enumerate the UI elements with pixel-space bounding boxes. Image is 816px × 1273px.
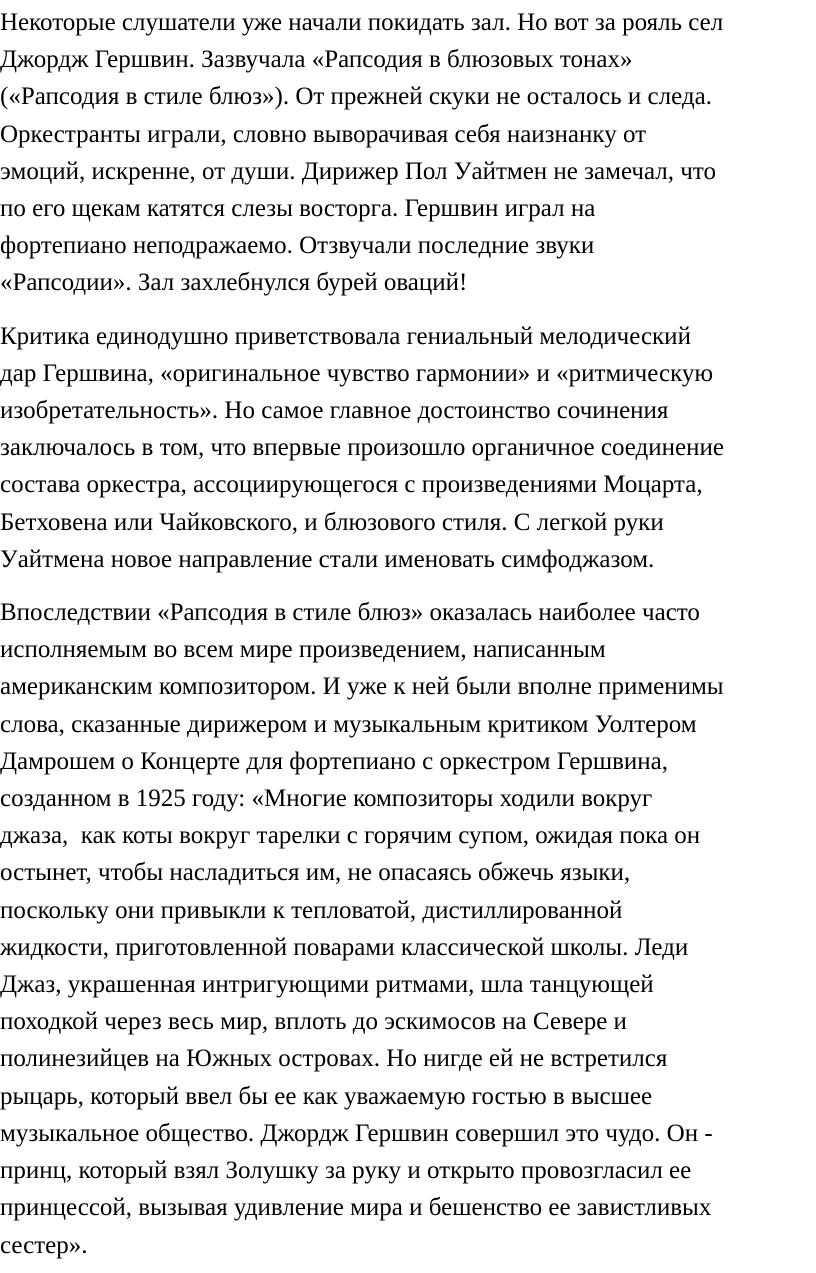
text-line: американским композитором. И уже к ней были вполне применимы (0, 673, 724, 701)
text-line: Бетховена или Чайковского, и блюзового стиля. С легкой руки (0, 508, 664, 536)
text-line: («Рапсодия в стиле блюз»). От прежней скуки не осталось и следа. (0, 83, 712, 111)
text-line: фортепиано неподражаемо. Отзвучали последние звуки (0, 232, 595, 260)
text-line: принцессой, вызывая удивление мира и бешенство ее завистливых (0, 1194, 712, 1222)
text-line: эмоций, искренне, от души. Дирижер Пол Уайтмен не замечал, что (0, 157, 716, 185)
text-line: остынет, чтобы насладиться им, не опасаясь обжечь языки, (0, 859, 631, 887)
text-line: изобретательность». Но самое главное достоинство сочинения (0, 397, 669, 425)
text-line: поскольку они привыкли к тепловатой, дистиллированной (0, 896, 623, 924)
text-line: Джаз, украшенная интригующими ритмами, шла танцующей (0, 971, 654, 999)
text-line: исполняемым во всем мире произведением, написанным (0, 636, 606, 664)
text-line: Впоследствии «Рапсодия в стиле блюз» оказалась наиболее часто (0, 599, 700, 627)
text-line: полинезийцев на Южных островах. Но нигде ей не встретился (0, 1045, 668, 1073)
text-line: Дамрошем о Концерте для фортепиано с оркестром Гершвина, (0, 747, 668, 775)
paragraph-3 (0, 594, 806, 1264)
text-line: дар Гершвина, «оригинальное чувство гармонии» и «ритмическую (0, 359, 714, 387)
text-line: Некоторые слушатели уже начали покидать зал. Но вот за рояль сел (0, 9, 724, 36)
text-line: Оркестранты играли, словно выворачивая себя наизнанку от (0, 120, 647, 148)
text-line: походкой через весь мир, вплоть до эскимосов на Севере и (0, 1008, 627, 1036)
text-line: принц, который взял Золушку за руку и открыто провозгласил ее (0, 1157, 692, 1185)
text-line: Уайтмена новое направление стали именовать симфоджазом. (0, 545, 655, 573)
text-line: Джордж Гершвин. Зазвучала «Рапсодия в блюзовых тонах» (0, 46, 633, 74)
text-line: Критика единодушно приветствовала гениальный мелодический (0, 322, 691, 350)
text-line: состава оркестра, ассоциирующегося с произведениями Моцарта, (0, 471, 703, 499)
text-line: сестер». (0, 1231, 88, 1259)
text-line: заключалось в том, что впервые произошло органичное соединение (0, 434, 724, 462)
text-line: рыцарь, который ввел бы ее как уважаемую гостью в высшее (0, 1082, 653, 1110)
text-line: «Рапсодии». Зал захлебнулся бурей оваций! (0, 269, 468, 297)
paragraph-2 (0, 318, 806, 578)
text-line: джаза, как коты вокруг тарелки с горячим супом, ожидая пока он (0, 822, 701, 850)
text-line: слова, сказанные дирижером и музыкальным критиком Уолтером (0, 710, 697, 738)
text-line: музыкальное общество. Джордж Гершвин совершил это чудо. Он - (0, 1119, 713, 1147)
text-line: жидкости, приготовленной поварами классической школы. Леди (0, 933, 689, 961)
paragraph-1 (0, 4, 806, 302)
text-line: созданном в 1925 году: «Многие композиторы ходили вокруг (0, 785, 653, 813)
text-line: по его щекам катятся слезы восторга. Гершвин играл на (0, 195, 596, 223)
